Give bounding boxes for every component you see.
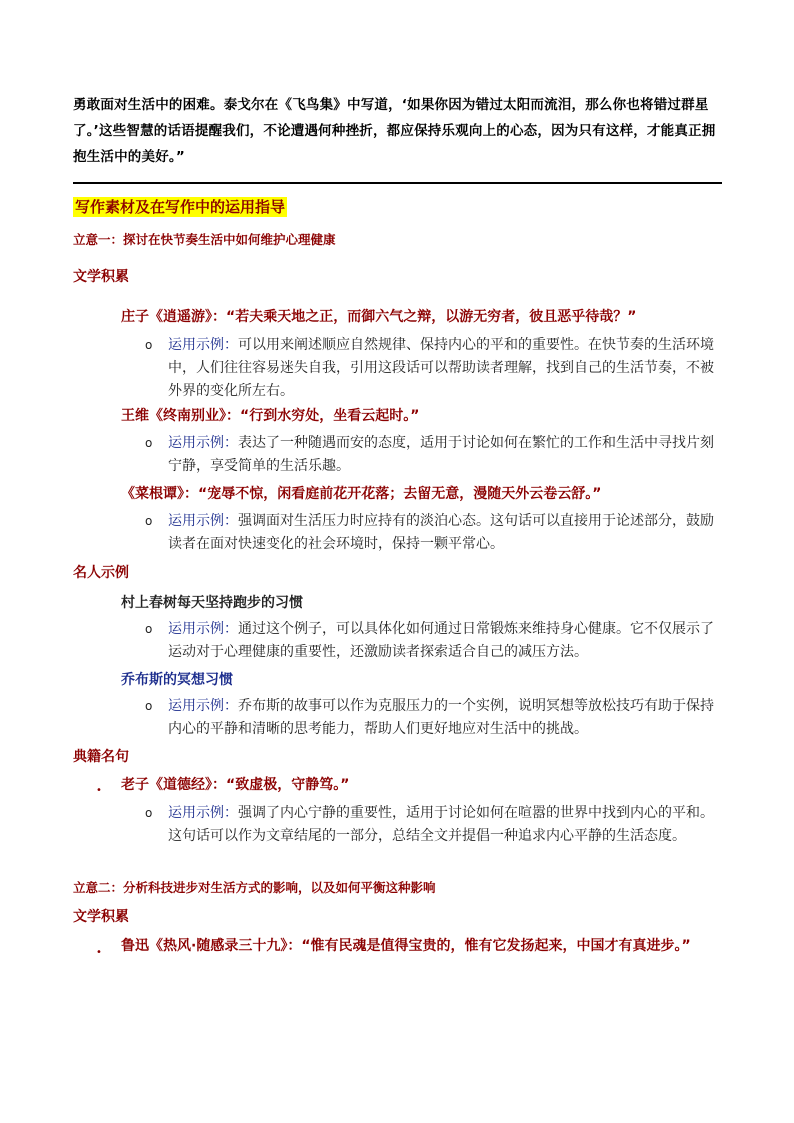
circle-bullet-icon: o bbox=[145, 699, 153, 713]
idea-one-heading: 立意一：探讨在快节奏生活中如何维护心理健康 bbox=[73, 232, 336, 247]
example-1 bbox=[145, 334, 725, 403]
quote-zhuangzi: 庄子《逍遥游》：“若夫乘天地之正，而御六气之辩，以游无穷者，彼且恶乎待哉？” bbox=[121, 309, 637, 325]
horizontal-rule bbox=[73, 182, 722, 184]
example-jobs: 乔布斯的冥想习惯 bbox=[121, 672, 233, 688]
example-label: 运用示例： bbox=[168, 621, 238, 637]
intro-paragraph: 勇敢面对生活中的困难。泰戈尔在《飞鸟集》中写道，‘如果你因为错过太阳而流泪，那么你也将错过群星了。’这些智慧的话语提醒我们，不论遭遇何种挫折，都应保持乐观向上的心态，因为只有这样，才能真正拥抱生活中的美好。” bbox=[73, 97, 716, 165]
example-6 bbox=[145, 802, 725, 848]
heading-classics: 典籍名句 bbox=[73, 749, 129, 765]
example-4 bbox=[145, 618, 725, 664]
example-text: 乔布斯的故事可以作为克服压力的一个实例，说明冥想等放松技巧有助于保持内心的平静和清晰的思考能力，帮助人们更好地应对生活中的挑战。 bbox=[168, 698, 714, 737]
circle-bullet-icon: o bbox=[145, 436, 153, 450]
example-text: 可以用来阐述顺应自然规律、保持内心的平和的重要性。在快节奏的生活环境中，人们往往容易迷失自我，引用这段话可以帮助读者理解，找到自己的生活节奏，不被外界的变化所左右。 bbox=[168, 337, 714, 399]
example-label: 运用示例： bbox=[168, 435, 238, 451]
example-label: 运用示例： bbox=[168, 698, 238, 714]
circle-bullet-icon: o bbox=[145, 622, 153, 636]
example-2 bbox=[145, 432, 725, 478]
example-3 bbox=[145, 510, 725, 556]
example-5 bbox=[145, 695, 725, 741]
example-murakami: 村上春树每天坚持跑步的习惯 bbox=[121, 595, 303, 611]
example-text: 通过这个例子，可以具体化如何通过日常锻炼来维持身心健康。它不仅展示了运动对于心理健康的重要性，还激励读者探索适合自己的减压方法。 bbox=[168, 621, 714, 660]
section-title: 写作素材及在写作中的运用指导 bbox=[75, 198, 286, 216]
bullet-icon: • bbox=[96, 785, 102, 796]
example-label: 运用示例： bbox=[168, 805, 238, 821]
bullet-icon: • bbox=[96, 947, 102, 958]
quote-wangwei: 王维《终南别业》：“行到水穷处，坐看云起时。” bbox=[121, 408, 420, 424]
circle-bullet-icon: o bbox=[145, 514, 153, 528]
circle-bullet-icon: o bbox=[145, 338, 153, 352]
example-label: 运用示例： bbox=[168, 513, 238, 529]
quote-laozi: 老子《道德经》：“致虚极，守静笃。” bbox=[121, 777, 350, 793]
circle-bullet-icon: o bbox=[145, 806, 153, 820]
heading-celebrities: 名人示例 bbox=[73, 565, 129, 581]
example-label: 运用示例： bbox=[168, 337, 238, 353]
example-text: 强调了内心宁静的重要性，适用于讨论如何在喧嚣的世界中找到内心的平和。这句话可以作为文章结尾的一部分，总结全文并提倡一种追求内心平静的生活态度。 bbox=[168, 805, 714, 844]
idea-two-heading: 立意二：分析科技进步对生活方式的影响，以及如何平衡这种影响 bbox=[73, 880, 436, 895]
quote-luxun: 鲁迅《热风·随感录三十九》：“惟有民魂是值得宝贵的，惟有它发扬起来，中国才有真进步。” bbox=[121, 938, 691, 954]
quote-caigentan: 《菜根谭》：“宠辱不惊，闲看庭前花开花落；去留无意，漫随天外云卷云舒。” bbox=[121, 486, 602, 502]
example-text: 表达了一种随遇而安的态度，适用于讨论如何在繁忙的工作和生活中寻找片刻宁静，享受简单的生活乐趣。 bbox=[168, 435, 714, 474]
heading-literature-2: 文学积累 bbox=[73, 909, 129, 925]
heading-literature: 文学积累 bbox=[73, 269, 129, 285]
example-text: 强调面对生活压力时应持有的淡泊心态。这句话可以直接用于论述部分，鼓励读者在面对快速变化的社会环境时，保持一颗平常心。 bbox=[168, 513, 714, 552]
